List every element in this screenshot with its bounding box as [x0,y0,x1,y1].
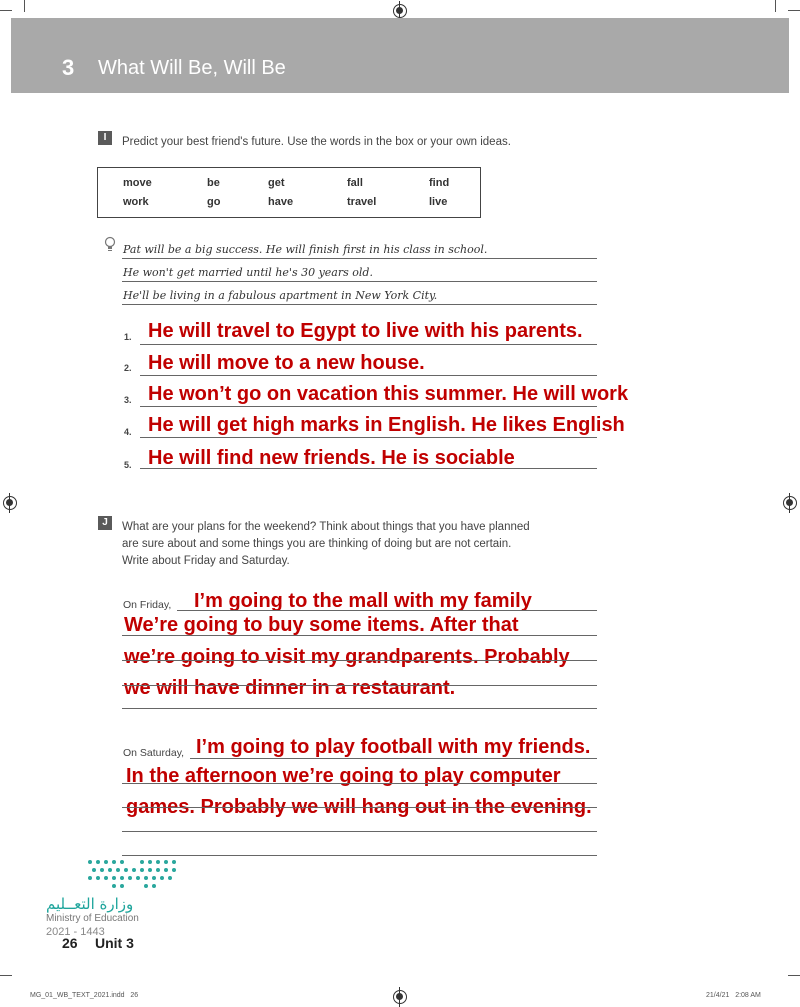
word: go [207,196,221,208]
section-j-instruction: are sure about and some things you are thinking of doing but are not certain. [122,538,512,550]
registration-mark-icon [783,496,797,510]
crop-mark [788,975,800,976]
word: be [207,177,220,189]
item-number: 1. [124,332,132,342]
edition-year: 2021 - 1443 [46,926,105,938]
example-line: He'll be living in a fabulous apartment in New York City. [123,289,438,302]
answer-text[interactable]: He will move to a new house. [148,352,425,374]
writing-line [122,258,597,259]
writing-line [122,660,597,661]
ministry-arabic-name: وزارة التعــليم [46,895,134,913]
word: work [123,196,149,208]
saturday-answer[interactable]: I’m going to play football with my friends. [196,736,591,758]
writing-line [140,468,597,469]
example-line: Pat will be a big success. He will finish first in his class in school. [123,243,488,256]
header-band [11,18,789,93]
crop-mark [24,0,25,12]
writing-line [122,685,597,686]
item-number: 2. [124,363,132,373]
word: have [268,196,294,208]
writing-line [122,855,597,856]
writing-line [122,304,597,305]
writing-line [122,708,597,709]
answer-text[interactable]: He won’t go on vacation this summer. He will work [148,383,629,405]
print-timestamp: 21/4/21 2:08 AM [706,992,761,999]
word: travel [347,196,377,208]
friday-prompt: On Friday, [123,599,172,611]
section-i-label: I [98,131,112,145]
lightbulb-icon [104,236,116,252]
answer-text[interactable]: He will travel to Egypt to live with his parents. [148,320,583,342]
item-number: 3. [124,395,132,405]
writing-line [122,831,597,832]
unit-label: Unit 3 [95,935,134,951]
word: live [429,196,448,208]
crop-mark [0,975,12,976]
friday-answer[interactable]: we will have dinner in a restaurant. [124,677,456,699]
crop-mark [0,10,12,11]
word: get [268,177,285,189]
crop-mark [775,0,776,12]
saturday-prompt: On Saturday, [123,747,185,759]
writing-line [122,281,597,282]
answer-text[interactable]: He will get high marks in English. He likes English [148,414,625,436]
crop-mark [788,10,800,11]
writing-line [122,783,597,784]
unit-title: What Will Be, Will Be [98,57,286,79]
section-j-label: J [98,516,112,530]
registration-mark-icon [393,4,407,18]
word: move [123,177,152,189]
answer-text[interactable]: He will find new friends. He is sociable [148,447,515,469]
writing-line [140,375,597,376]
writing-line [122,635,597,636]
example-line: He won't get married until he's 30 years old. [123,266,373,279]
writing-line [140,406,597,407]
word: find [429,177,450,189]
friday-answer[interactable]: we’re going to visit my grandparents. Probably [124,646,570,668]
ministry-logo-icon [88,856,178,888]
section-j-instruction: Write about Friday and Saturday. [122,555,290,567]
friday-answer[interactable]: We’re going to buy some items. After that [124,614,519,636]
word-box [97,167,481,218]
section-i-instruction: Predict your best friend's future. Use the words in the box or your own ideas. [122,136,511,148]
registration-mark-icon [393,990,407,1004]
registration-mark-icon [3,496,17,510]
word: fall [347,177,363,189]
item-number: 5. [124,460,132,470]
writing-line [122,807,597,808]
writing-line [177,610,597,611]
saturday-answer[interactable]: In the afternoon we’re going to play computer [126,765,561,787]
item-number: 4. [124,427,132,437]
section-j-instruction: What are your plans for the weekend? Think about things that you have planned [122,521,530,533]
writing-line [140,344,597,345]
ministry-name: Ministry of Education [46,913,139,924]
unit-number: 3 [62,55,75,80]
print-file-name: MG_01_WB_TEXT_2021.indd 26 [30,992,139,999]
saturday-answer[interactable]: games. Probably we will hang out in the evening. [126,796,592,818]
page-number: 26 [62,935,78,951]
friday-answer[interactable]: I’m going to the mall with my family [194,590,532,612]
writing-line [190,758,597,759]
writing-line [140,437,597,438]
